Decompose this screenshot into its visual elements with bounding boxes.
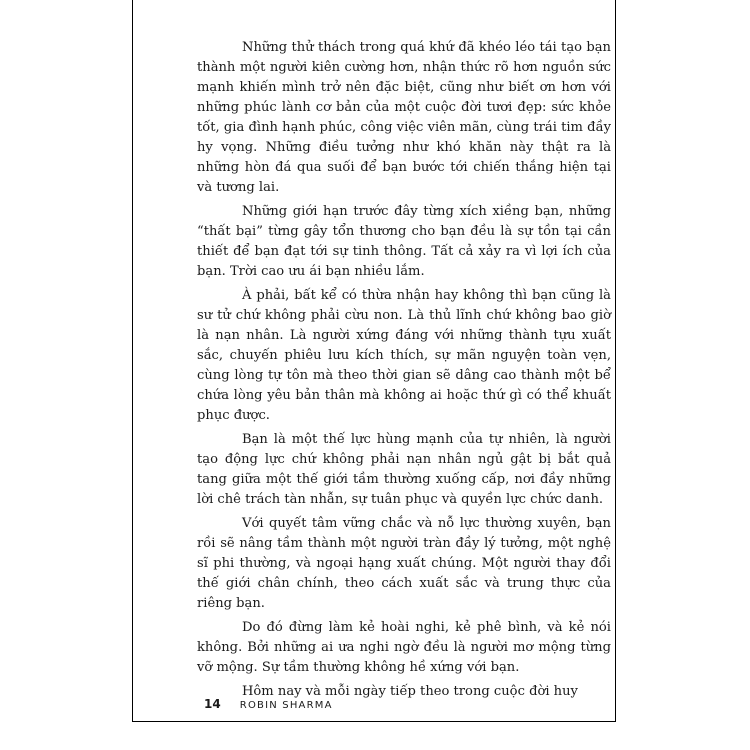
page-number: 14 (204, 697, 221, 711)
page-footer (204, 693, 333, 712)
paragraph-1: Những thử thách trong quá khứ đã khéo léo tái tạo bạn thành một người kiên cường hơn, nhận thức rõ hơn nguồn sức mạnh khiến mình trở nên đặc biệt, cũng như biết ơn hơn với những phúc lành cơ bản của một cuộc đời tươi đẹp: sức khỏe tốt, gia đình hạnh phúc, công việc viên mãn, cùng trái tim đầy hy vọng. Những điều tưởng như khó khăn này thật ra là những hòn đá qua suối để bạn bước tới chiến thắng hiện tại và tương lai. (197, 40, 611, 195)
paragraph-6: Do đó đừng làm kẻ hoài nghi, kẻ phê bình, và kẻ nói không. Bởi những ai ưa nghi ngờ đều là người mơ mộng từng vỡ mộng. Sự tầm thường không hề xứng với bạn. (197, 620, 611, 675)
paragraph-7: Hôm nay và mỗi ngày tiếp theo trong cuộc đời huy (242, 684, 578, 699)
paragraph-5: Với quyết tâm vững chắc và nỗ lực thường xuyên, bạn rồi sẽ nâng tầm thành một người tràn đầy lý tưởng, một nghệ sĩ phi thường, và ngoại hạng xuất chúng. Một người thay đổi thế giới chân chính, theo cách xuất sắc và trung thực của riêng bạn. (197, 516, 611, 611)
paragraph-4: Bạn là một thế lực hùng mạnh của tự nhiên, là người tạo động lực chứ không phải nạn nhân ngủ gật bị bắt quả tang giữa một thế giới tầm thường xuống cấp, nơi đầy những lời chê trách tàn nhẫn, sự tuân phục và quyền lực chức danh. (197, 432, 611, 507)
paragraph-2: Những giới hạn trước đây từng xích xiềng bạn, những “thất bại” từng gây tổn thương cho bạn đều là sự tồn tại cần thiết để bạn đạt tới sự tinh thông. Tất cả xảy ra vì lợi ích của bạn. Trời cao ưu ái bạn nhiều lắm. (197, 204, 611, 279)
running-author: ROBIN SHARMA (239, 700, 333, 711)
book-page (132, 0, 616, 722)
page-body (197, 38, 611, 706)
paragraph-3: À phải, bất kể có thừa nhận hay không thì bạn cũng là sư tử chứ không phải cừu non. Là thủ lĩnh chứ không bao giờ là nạn nhân. Là người xứng đáng với những thành tựu xuất sắc, chuyến phiêu lưu kích thích, sự mãn nguyện toàn vẹn, cùng lòng tự tôn mà theo thời gian sẽ dâng cao thành một bể chứa lòng yêu bản thân mà không ai hoặc thứ gì có thể khuất phục được. (197, 288, 611, 423)
